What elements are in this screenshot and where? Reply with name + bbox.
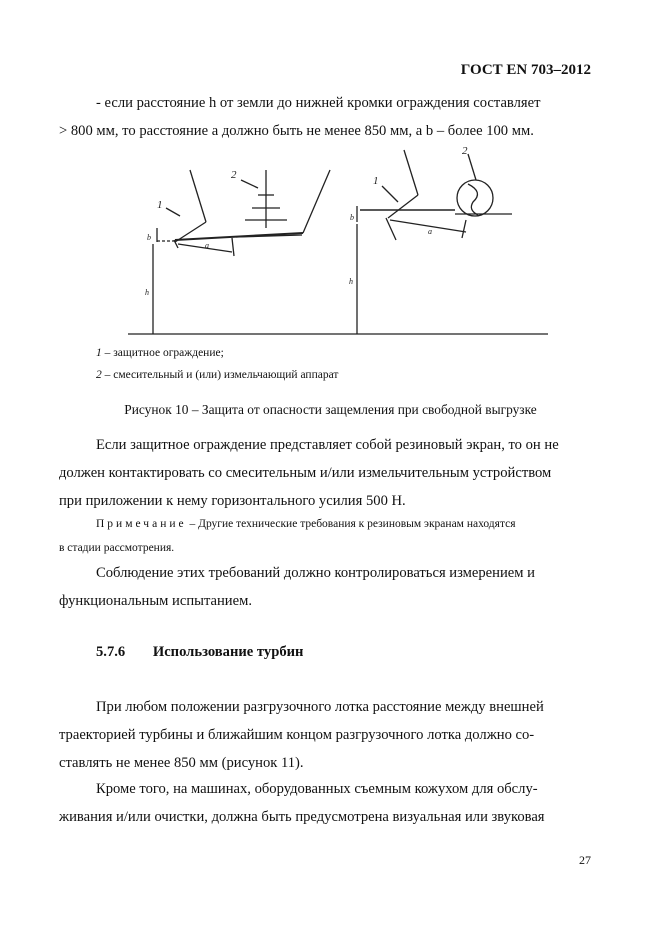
para3-line-3: ставлять не менее 850 мм (рисунок 11). <box>59 755 304 771</box>
label-2-left: 2 <box>231 169 237 181</box>
para3-line-2: траекторией турбины и ближайшим концом разгрузочного лотка должно со- <box>59 727 535 743</box>
legend-item-2: 2 – смесительный и (или) измельчающий аппарат <box>96 369 339 381</box>
guard-right-lower <box>388 195 418 218</box>
para1-line-3: при приложении к нему горизонтального усилия 500 Н. <box>59 493 406 509</box>
label-1-left: 1 <box>157 199 163 211</box>
note <box>59 512 592 560</box>
label-1-right: 1 <box>373 175 379 187</box>
label-2-right: 2 <box>462 145 468 157</box>
paragraph-rubber-screen <box>59 431 592 515</box>
label-b-right: b <box>350 213 354 222</box>
para4-line-1: Кроме того, на машинах, оборудованных съемным кожухом для обслу- <box>96 781 538 797</box>
para1-line-2: должен контактировать со смесительным и/или измельчительным устройством <box>59 465 552 481</box>
paragraph-turbines <box>59 693 592 777</box>
figure-caption: Рисунок 10 – Защита от опасности защемления при свободной выгрузке <box>124 402 537 417</box>
label-a-left: a <box>205 241 209 250</box>
paragraph-verification <box>59 559 592 615</box>
para1-line-1: Если защитное ограждение представляет собой резиновый экран, то он не <box>96 437 559 453</box>
para3-line-1: При любом положении разгрузочного лотка расстояние между внешней <box>96 699 544 715</box>
legend-item-1: 1 – защитное ограждение; <box>96 347 224 359</box>
para2-line-1: Соблюдение этих требований должно контролироваться измерением и <box>96 565 535 581</box>
figure-10-drawing <box>0 140 661 340</box>
guard-right-upper <box>404 150 418 195</box>
paragraph-cover <box>59 775 592 831</box>
section-title: Использование турбин <box>152 644 304 660</box>
document-header: ГОСТ EN 703–2012 <box>460 62 591 78</box>
leader-2-left <box>241 180 258 188</box>
para2-line-2: функциональным испытанием. <box>59 593 252 609</box>
roller-curve <box>468 184 478 215</box>
apparatus-roller-right <box>457 180 493 216</box>
section-number: 5.7.6 <box>96 644 126 660</box>
intro-paragraph <box>59 89 592 145</box>
label-h-right: h <box>349 277 353 286</box>
page-number: 27 <box>579 853 591 867</box>
guard-left-upper <box>190 170 206 222</box>
intro-line-1: - если расстояние h от земли до нижней кромки ограждения составляет <box>96 95 541 111</box>
leader-2-right <box>468 154 476 180</box>
section-heading <box>96 644 303 661</box>
chute-wall-left <box>303 170 330 233</box>
label-a-right: a <box>428 227 432 236</box>
label-h-left: h <box>145 288 149 297</box>
note-line-1: Примечание – Другие технические требования к резиновым экранам находятся <box>96 518 516 530</box>
label-b-left: b <box>147 233 151 242</box>
para4-line-2: живания и/или очистки, должна быть предусмотрена визуальная или звуковая <box>59 809 545 825</box>
intro-line-2: > 800 мм, то расстояние a должно быть не менее 850 мм, а b – более 100 мм. <box>59 123 534 139</box>
note-label: Примечание <box>96 518 187 530</box>
note-line-2: в стадии рассмотрения. <box>59 542 175 554</box>
leader-1-left <box>166 208 180 216</box>
leader-1-right <box>382 186 398 202</box>
figure-legend <box>96 342 338 386</box>
